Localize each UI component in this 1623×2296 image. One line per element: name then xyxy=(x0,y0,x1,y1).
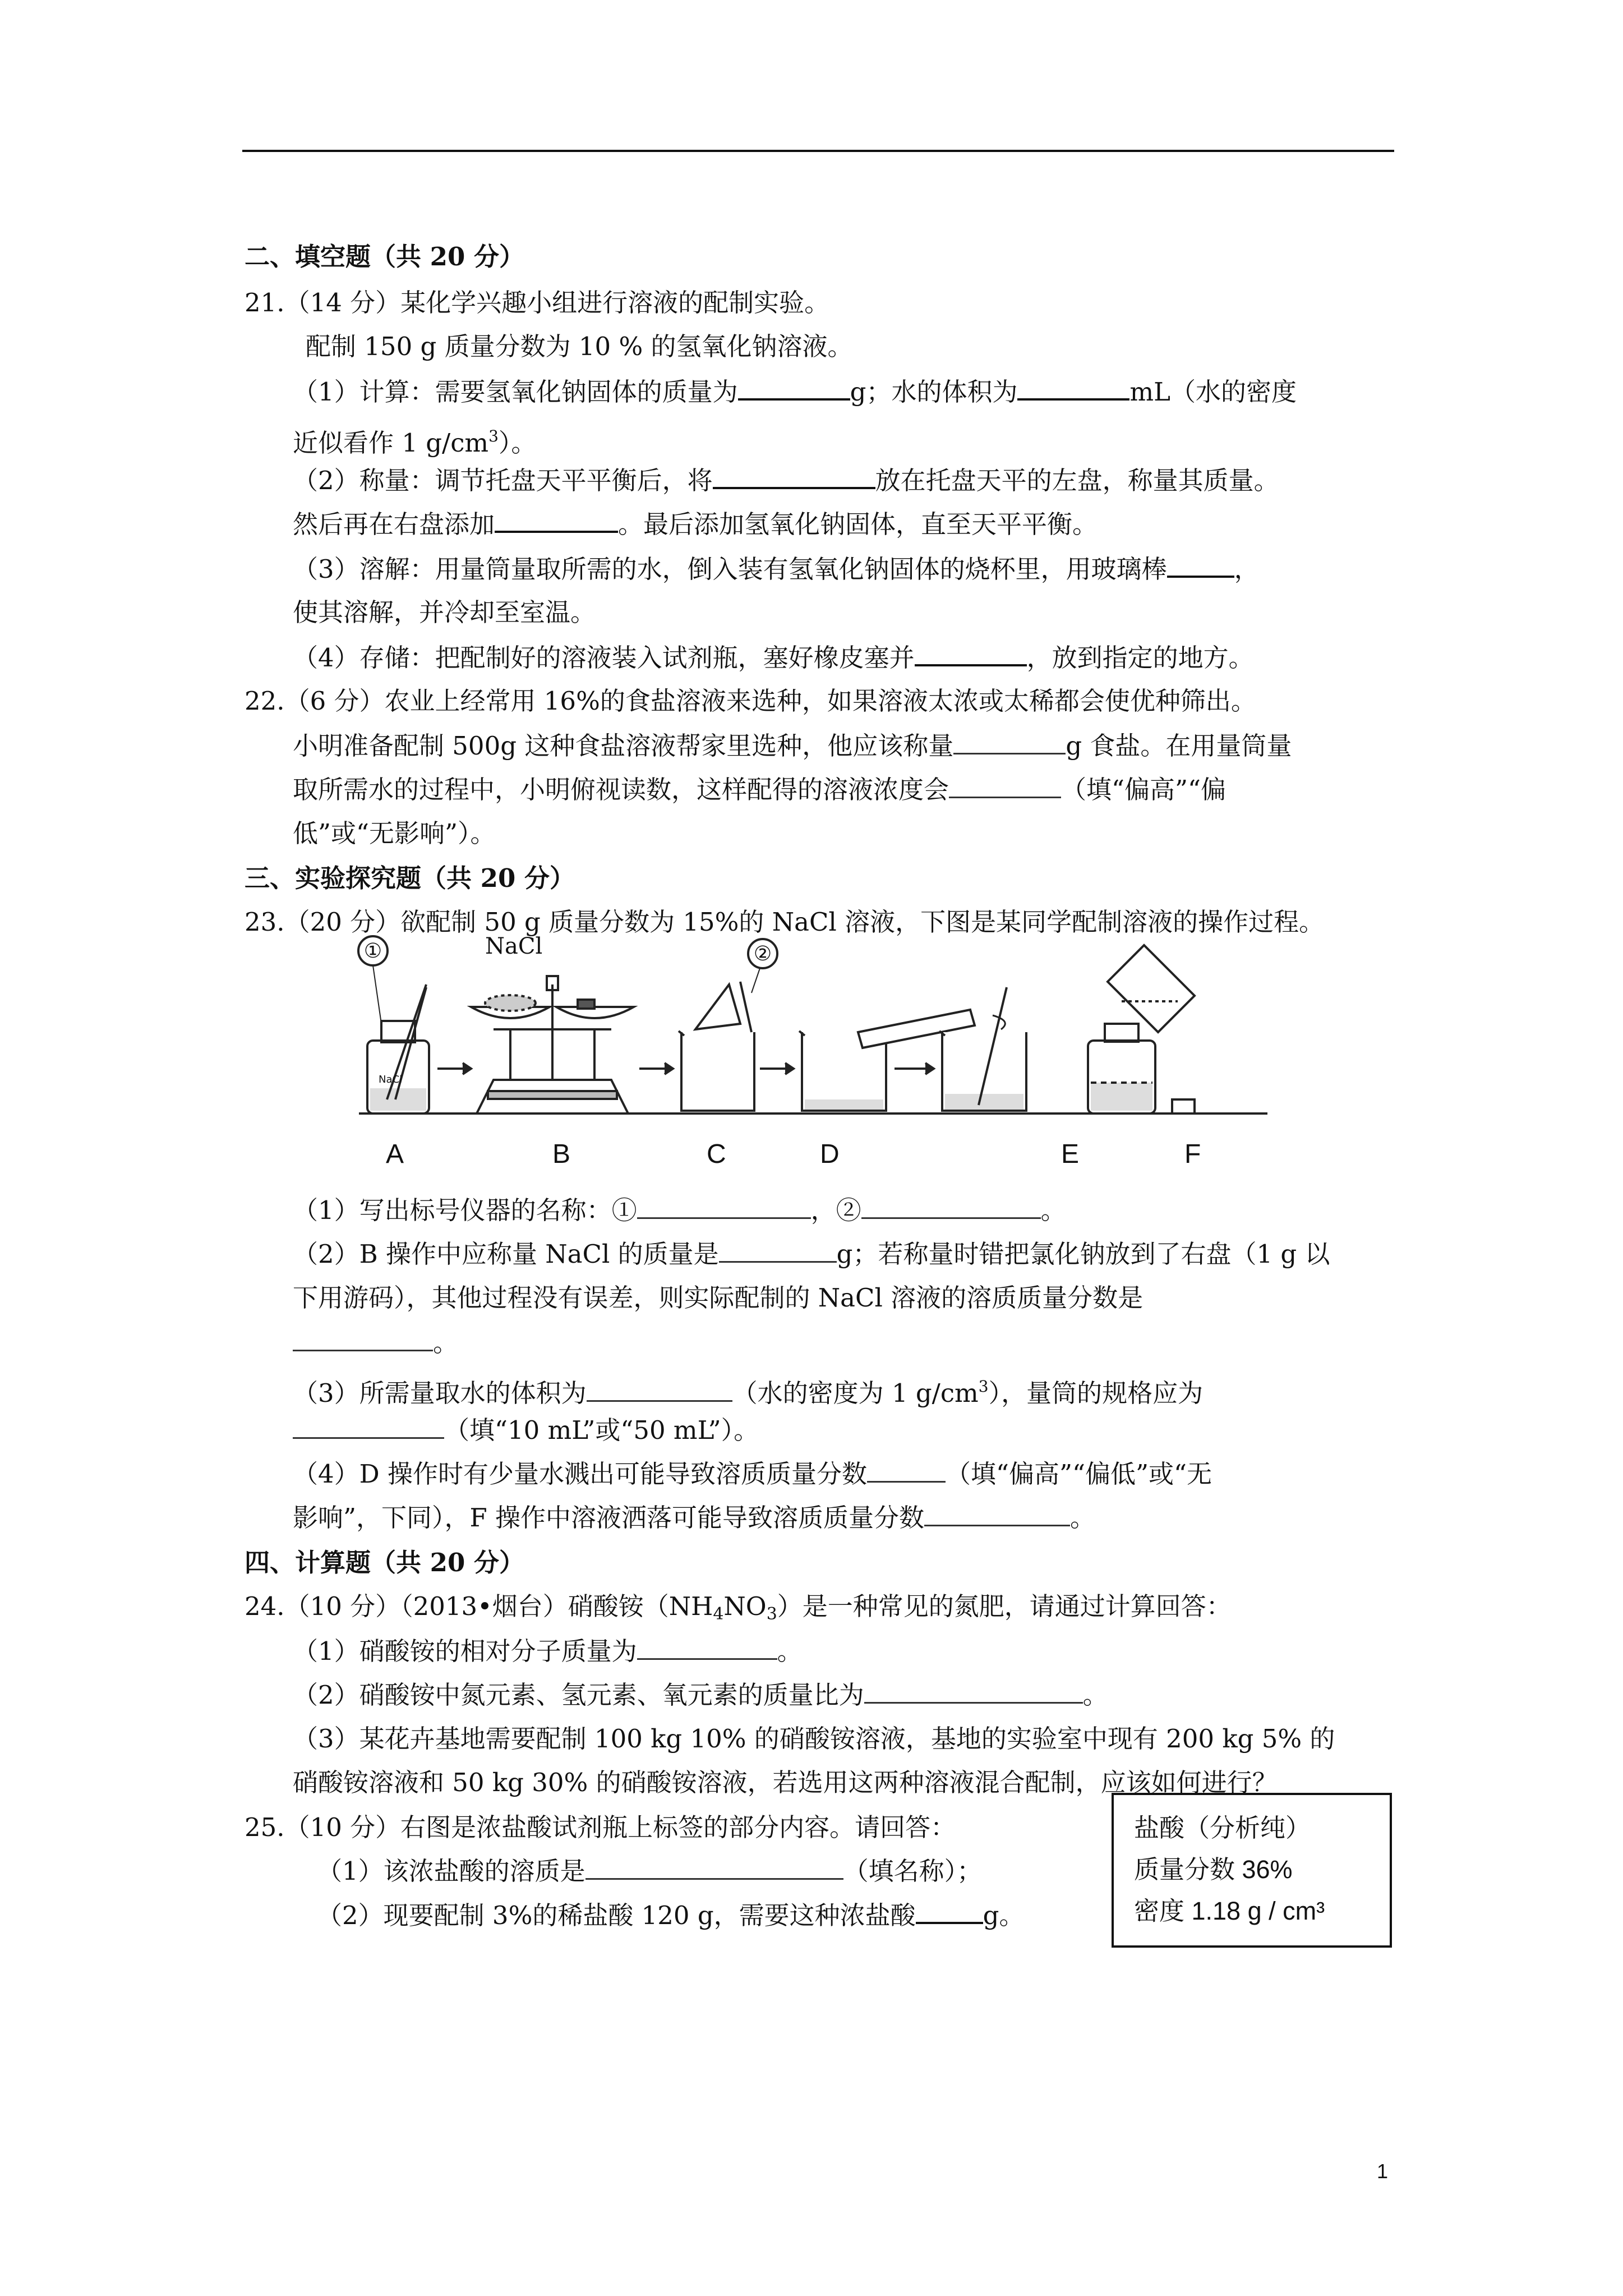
answer-blank[interactable] xyxy=(861,1194,1041,1219)
header-rule xyxy=(242,150,1394,152)
answer-blank[interactable] xyxy=(719,1237,837,1263)
q24-heading: 24.（10 分）（2013•烟台）硝酸铵$(NH_4NO_3)$是一种常见的氮肥，请通过计算回答： xyxy=(245,1591,1232,1624)
q25-heading: 25.（10 分）右图是浓盐酸试剂瓶上标签的部分内容。请回答： xyxy=(245,1812,956,1842)
answer-blank[interactable] xyxy=(864,1678,1083,1704)
reagent-label-box xyxy=(1112,1793,1392,1948)
figure-label-f: F xyxy=(1184,1139,1201,1169)
q24-part2: （2）硝酸铵中氮元素、氢元素、氧元素的质量比为 。 xyxy=(293,1678,1108,1712)
reagent-bottle-icon xyxy=(367,984,429,1114)
q23-part3-cont: （填“10 mL”或“50 mL”）。 xyxy=(293,1414,759,1447)
figure-label-a: A xyxy=(386,1139,404,1169)
q21-part1-cont: 近似看作 1 $g/cm^3$）。 xyxy=(293,427,537,458)
label-line-3: 密度 1.18 g / cm³ xyxy=(1134,1897,1325,1925)
answer-blank[interactable] xyxy=(915,641,1027,666)
solution-preparation-figure xyxy=(348,931,1279,1178)
q22-line4: 低”或“无影响”）。 xyxy=(293,818,496,848)
q21-heading: 21.（14 分）某化学兴趣小组进行溶液的配制实验。 xyxy=(245,288,830,318)
figure-mark-1: ① xyxy=(363,940,382,963)
q22-line2: 小明准备配制 500g 这种食盐溶液帮家里选种，他应该称量 g 食盐。在用量筒量 xyxy=(293,729,1292,763)
answer-blank[interactable] xyxy=(587,1377,732,1402)
q21-part4: （4）存储：把配制好的溶液装入试剂瓶，塞好橡皮塞并 ，放到指定的地方。 xyxy=(293,641,1254,675)
answer-blank[interactable] xyxy=(495,507,618,533)
section-experiment-title: 三、实验探究题（共 20 分） xyxy=(245,863,575,893)
figure-label-b: B xyxy=(552,1139,571,1169)
figure-label-c: C xyxy=(707,1139,726,1169)
q24-part3: （3）某花卉基地需要配制 100 kg 10% 的硝酸铵溶液，基地的实验室中现有 200 kg 5% 的 xyxy=(293,1724,1335,1754)
section-calculation-title: 四、计算题（共 20 分） xyxy=(245,1548,524,1577)
figure-label-e: E xyxy=(1061,1139,1080,1169)
q23-heading: 23.（20 分）欲配制 50 g 质量分数为 15%的 NaCl 溶液，下图是某同学配制溶液的操作过程。 xyxy=(245,907,1325,937)
q21-part3: （3）溶解：用量筒量取所需的水，倒入装有氢氧化钠固体的烧杯里，用玻璃棒 ， xyxy=(293,552,1260,586)
answer-blank[interactable] xyxy=(738,375,850,401)
q22-line3: 取所需水的过程中，小明俯视读数，这样配得的溶液浓度会 （填“偏高”“偏 xyxy=(293,773,1226,807)
answer-blank[interactable] xyxy=(924,1501,1070,1526)
label-line-1: 盐酸（分析纯） xyxy=(1134,1814,1311,1842)
balance-icon xyxy=(471,976,634,1114)
q22-line1: 22.（6 分）农业上经常用 16%的食盐溶液来选种，如果溶液太浓或太稀都会使优种筛出。 xyxy=(245,686,1256,716)
q23-part4: （4）D 操作时有少量水溅出可能导致溶质质量分数 （填“偏高”“偏低”或“无 xyxy=(293,1457,1212,1491)
q23-part4-cont: 影响”，下同），F 操作中溶液洒落可能导致溶质质量分数 。 xyxy=(293,1501,1095,1535)
q23-part2-cont: 下用游码），其他过程没有误差，则实际配制的 NaCl 溶液的溶质质量分数是 xyxy=(293,1283,1144,1313)
q23-part2: （2）B 操作中应称量 NaCl 的质量是 g；若称量时错把氯化钠放到了右盘（1 g 以 xyxy=(293,1237,1330,1271)
q21-part3-cont: 使其溶解，并冷却至室温。 xyxy=(293,597,596,627)
answer-blank[interactable] xyxy=(1167,552,1234,578)
answer-blank[interactable] xyxy=(867,1457,946,1483)
q21-part2: （2）称量：调节托盘天平平衡后，将 放在托盘天平的左盘，称量其质量。 xyxy=(293,463,1279,498)
beaker-icon xyxy=(939,987,1026,1111)
figure-label-d: D xyxy=(820,1139,840,1169)
answer-blank[interactable] xyxy=(1017,375,1129,401)
answer-blank[interactable] xyxy=(637,1194,811,1219)
section-fill-in-title: 二、填空题（共 20 分） xyxy=(245,242,524,272)
stopper-icon xyxy=(1172,1099,1195,1114)
answer-blank[interactable] xyxy=(637,1635,777,1660)
answer-blank[interactable] xyxy=(293,1326,433,1351)
q23-part3: （3）所需量取水的体积为 （水的密度为 1 $g/cm^3$），量筒的规格应为 xyxy=(293,1377,1204,1408)
bottle-label: NaCl xyxy=(379,1074,403,1085)
figure-nacl-label: NaCl xyxy=(485,933,543,959)
answer-blank[interactable] xyxy=(713,463,875,489)
q25-part1: （1）该浓盐酸的溶质是 （填名称）； xyxy=(317,1855,982,1888)
answer-blank[interactable] xyxy=(916,1898,983,1924)
figure-mark-2: ② xyxy=(753,942,772,965)
q23-part2-end: 。 xyxy=(293,1326,458,1360)
q21-part1: （1）计算：需要氢氧化钠固体的质量为 g；水的体积为 mL（水的密度 xyxy=(293,375,1297,409)
answer-blank[interactable] xyxy=(293,1414,444,1439)
answer-blank[interactable] xyxy=(949,773,1061,798)
q24-part3-cont: 硝酸铵溶液和 50 kg 30% 的硝酸铵溶液，若选用这两种溶液混合配制，应该如何进行？ xyxy=(293,1768,1278,1797)
label-line-2: 质量分数 36% xyxy=(1134,1855,1293,1884)
q21-part2-cont: 然后再在右盘添加 。最后添加氢氧化钠固体，直至天平平衡。 xyxy=(293,507,1098,541)
q23-part1: （1）写出标号仪器的名称：① ，② 。 xyxy=(293,1194,1066,1227)
q21-intro: 配制 150 g 质量分数为 10 % 的氢氧化钠溶液。 xyxy=(306,332,853,361)
beaker-icon xyxy=(679,982,754,1111)
page-number: 1 xyxy=(1377,2160,1389,2183)
answer-blank[interactable] xyxy=(585,1855,843,1880)
q24-part1: （1）硝酸铵的相对分子质量为 。 xyxy=(293,1635,803,1668)
answer-blank[interactable] xyxy=(953,729,1066,754)
q25-part2: （2）现要配制 3%的稀盐酸 120 g，需要这种浓盐酸 g。 xyxy=(317,1898,1024,1932)
pouring-beaker-icon xyxy=(1108,945,1195,1032)
reagent-bottle-icon xyxy=(1088,1024,1155,1114)
